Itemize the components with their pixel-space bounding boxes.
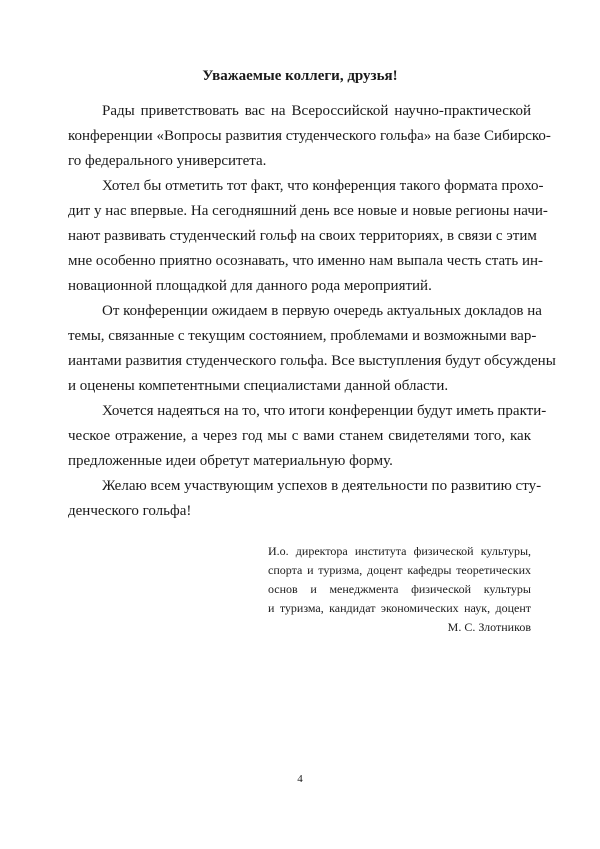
signature-name: М. С. Злотников: [447, 620, 531, 634]
paragraph-2-line-2: дит у нас впервые. На сегодняшний день все новые и новые регионы начи-: [68, 203, 548, 219]
signature-line-2: спорта и туризма, доцент кафедры теоретических: [268, 563, 531, 577]
paragraph-2-line-5: новационной площадкой для данного рода мероприятий.: [68, 278, 432, 294]
paragraph-1-line-2: конференции «Вопросы развития студенческого гольфа» на базе Сибирско-: [68, 128, 551, 144]
paragraph-3-line-4: и оценены компетентными специалистами данной области.: [68, 378, 449, 394]
paragraph-1-line-3: го федерального университета.: [68, 153, 267, 169]
page-number: 4: [297, 773, 303, 785]
paragraph-5-line-1: Желаю всем участвующим успехов в деятельности по развитию сту-: [102, 478, 542, 494]
paragraph-4-line-1: Хочется надеяться на то, что итоги конференции будут иметь практи-: [102, 403, 547, 419]
paragraph-3-line-1: От конференции ожидаем в первую очередь актуальных докладов на: [102, 303, 542, 319]
paragraph-1-line-1: Рады приветствовать вас на Всероссийской научно-практической: [102, 103, 531, 119]
paragraph-3-line-2: темы, связанные с текущим состоянием, проблемами и возможными вар-: [68, 328, 537, 344]
paragraph-3-line-3: иантами развития студенческого гольфа. Все выступления будут обсуждены: [68, 353, 556, 369]
paragraph-2-line-1: Хотел бы отметить тот факт, что конференция такого формата прохо-: [102, 178, 544, 194]
paragraph-2-line-4: мне особенно приятно осознавать, что именно нам выпала честь стать ин-: [68, 253, 544, 269]
page-title: Уважаемые коллеги, друзья!: [202, 68, 398, 84]
signature-line-3: основ и менеджмента физической культуры: [268, 582, 531, 596]
paragraph-4-line-3: предложенные идеи обретут материальную форму.: [68, 453, 393, 469]
signature-line-1: И.о. директора института физической культуры,: [268, 544, 531, 558]
paragraph-2-line-3: нают развивать студенческий гольф на своих территориях, в связи с этим: [68, 228, 537, 244]
paragraph-5-line-2: денческого гольфа!: [68, 503, 192, 519]
signature-line-4: и туризма, кандидат экономических наук, доцент: [268, 601, 531, 615]
paragraph-4-line-2: ческое отражение, а через год мы с вами станем свидетелями того, как: [68, 428, 531, 444]
